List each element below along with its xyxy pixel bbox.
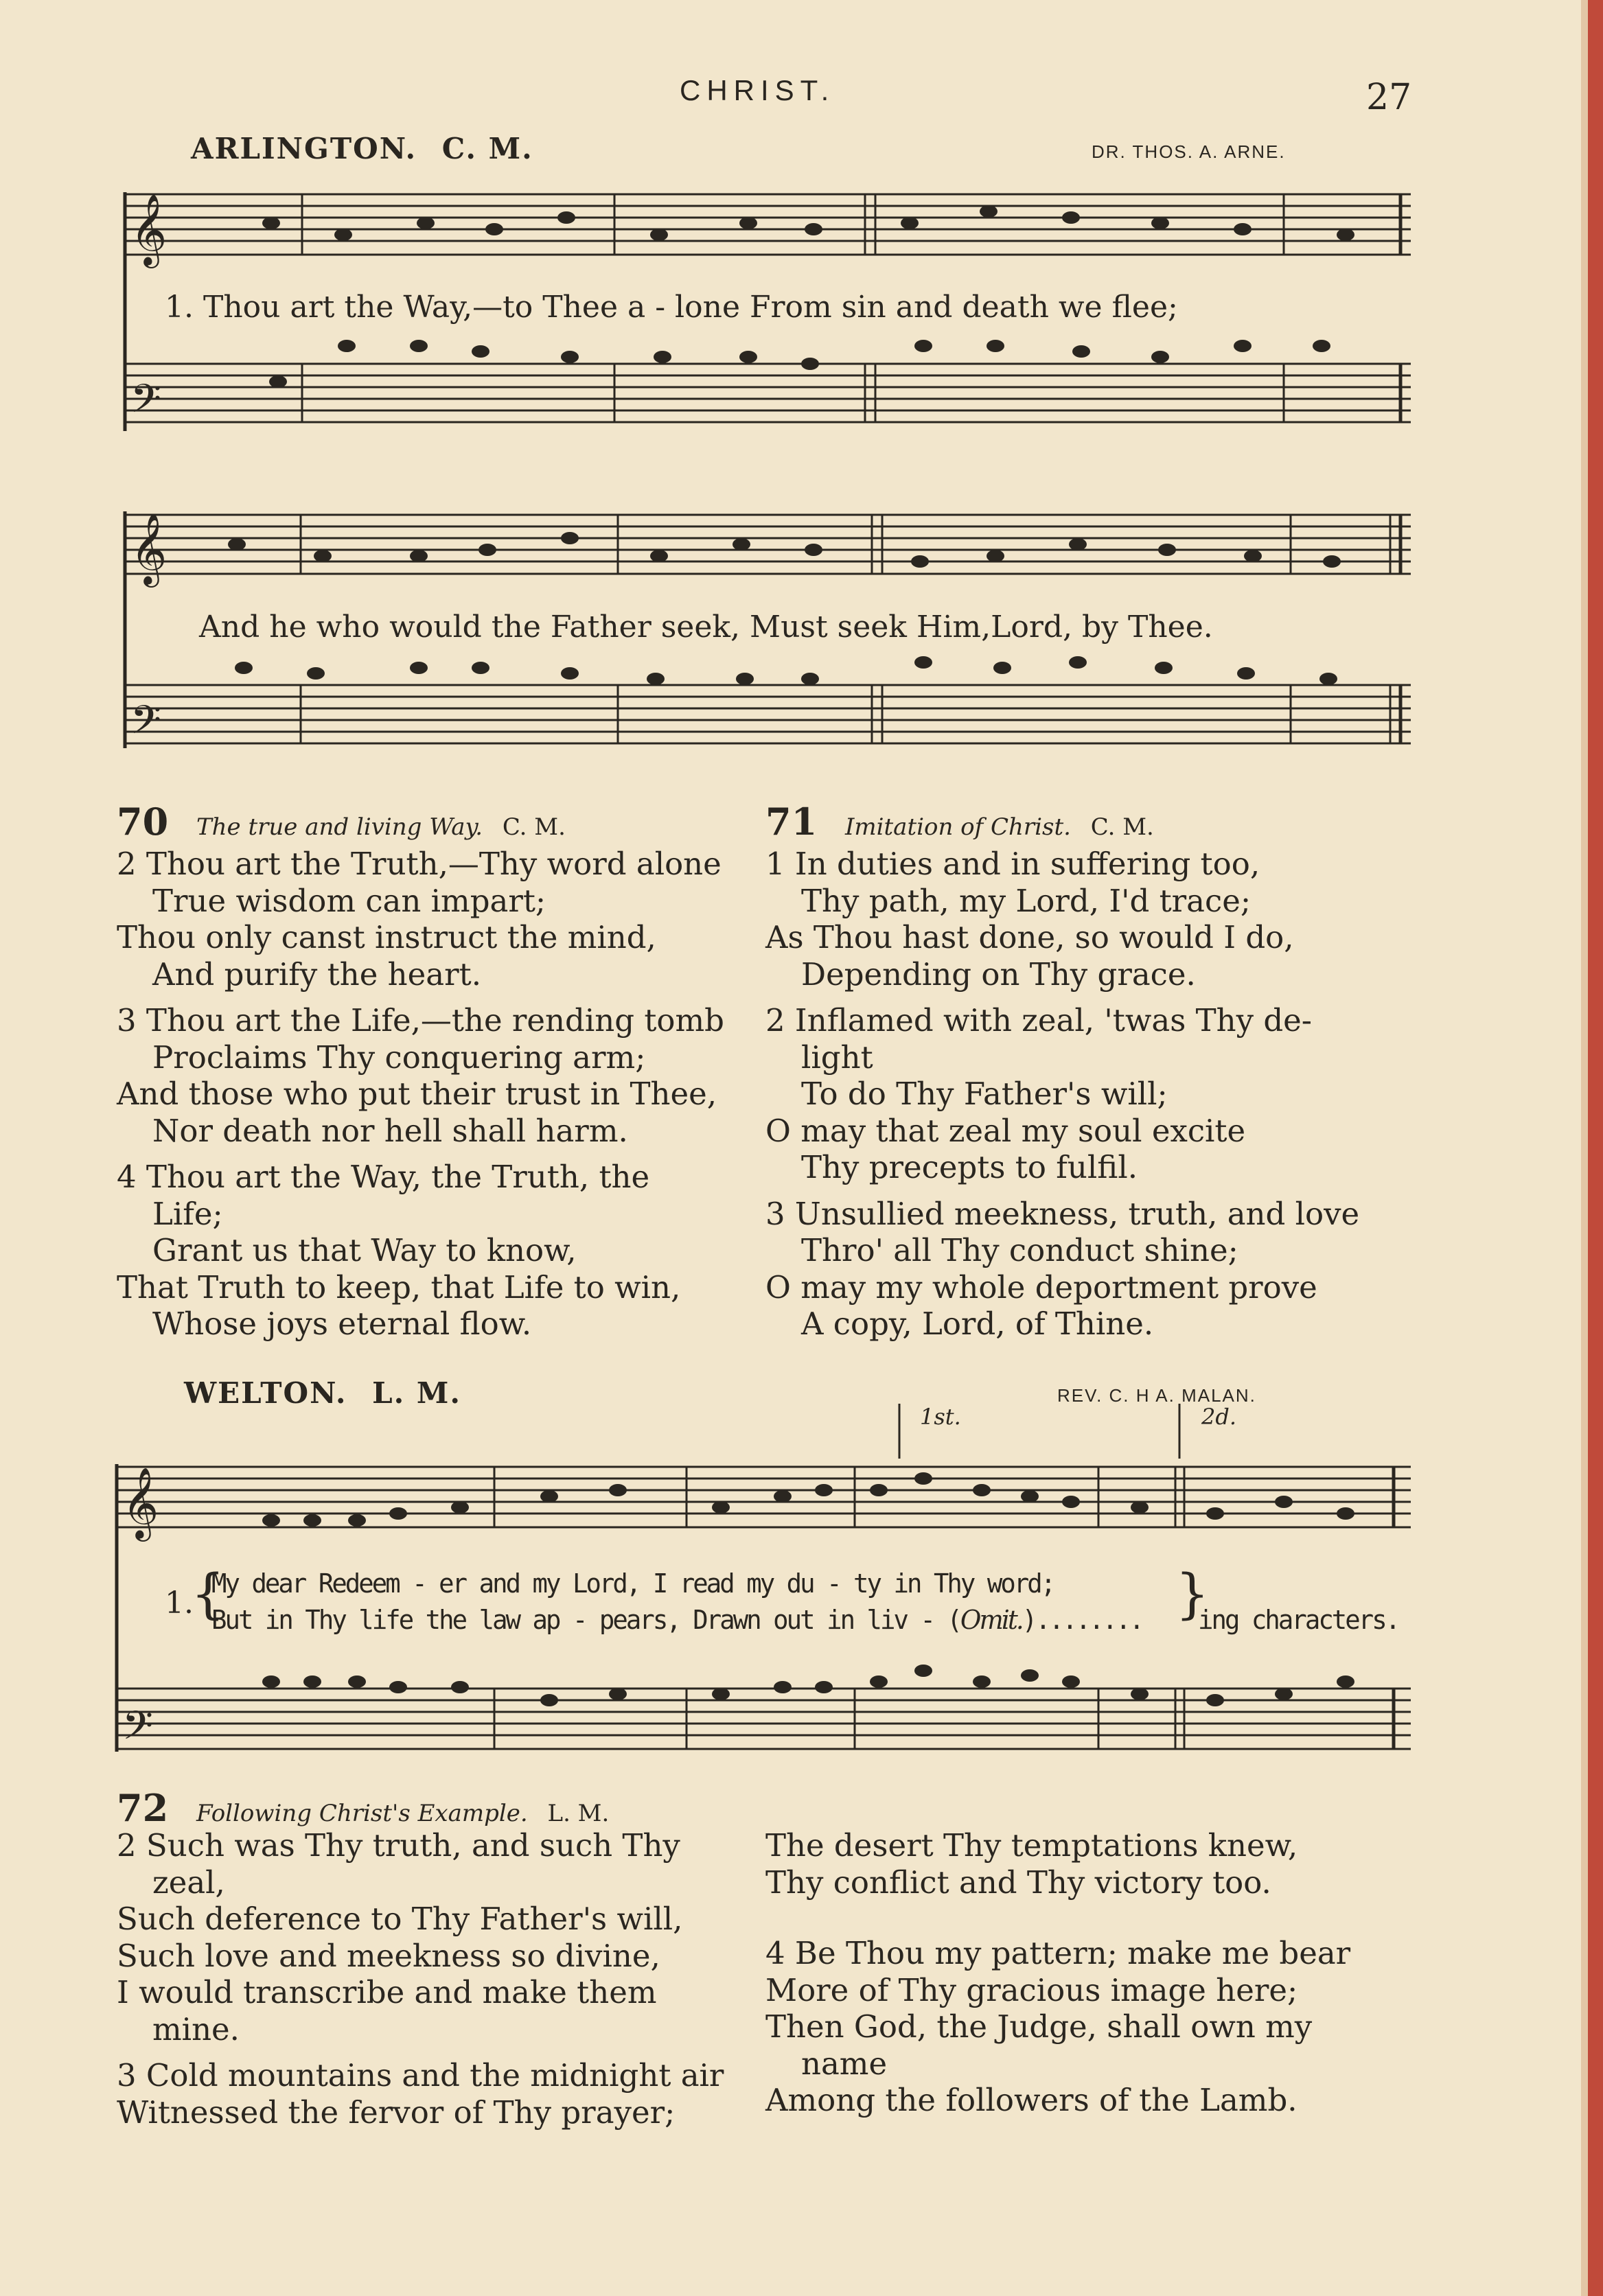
verse-line: 4 Thou art the Way, the Truth, the [117, 1159, 650, 1195]
page-number: 27 [1366, 77, 1412, 118]
verse-line: 3 Unsullied meekness, truth, and love [765, 1195, 1360, 1232]
hymn-70-title: The true and living Way. [196, 813, 483, 841]
verse-line: The desert Thy temptations knew, [765, 1827, 1298, 1864]
treble-clef-icon: 𝄞 [122, 1467, 159, 1539]
verse-line: light [801, 1039, 873, 1076]
verse-line: Such deference to Thy Father's will, [117, 1901, 683, 1937]
hymn-72-verses-right [765, 1827, 1350, 2119]
running-title: CHRIST. [680, 74, 835, 106]
verse-line: Nor death nor hell shall harm. [152, 1112, 628, 1149]
verse-line: As Thou hast done, so would I do, [765, 919, 1294, 955]
verse-line: To do Thy Father's will; [801, 1076, 1168, 1112]
hymn-71-heading [765, 800, 1154, 844]
arlington-composer: DR. THOS. A. ARNE. [1092, 141, 1286, 162]
verse-line: That Truth to keep, that Life to win, [117, 1268, 681, 1306]
verse-line: 2 Such was Thy truth, and such Thy [117, 1827, 680, 1864]
bass-clef-icon: 𝄢 [130, 375, 162, 432]
verse-line: 3 Cold mountains and the midnight air [117, 2057, 724, 2094]
verse-line: Witnessed the fervor of Thy prayer; [117, 2094, 676, 2131]
bass-clef-icon: 𝄢 [122, 1702, 154, 1759]
welton-tune-name: WELTON. [184, 1376, 347, 1410]
verse-line: Grant us that Way to know, [152, 1232, 577, 1268]
welton-lyric-line-2-ending: ing characters. [1198, 1605, 1399, 1635]
arlington-lyric-line-1: 1. Thou art the Way,—to Thee a - lone From sin and death we flee; [165, 290, 1178, 325]
welton-lyric-line-1: My dear Redeem - er and my Lord, I read my du - ty in Thy word; [211, 1568, 1054, 1599]
verse-line: O may that zeal my soul excite [765, 1112, 1246, 1149]
verse-line: A copy, Lord, of Thine. [801, 1306, 1154, 1342]
verse-line: Thy path, my Lord, I'd trace; [801, 882, 1252, 919]
verse-line: 3 Thou art the Life,—the rending tomb [117, 1002, 724, 1039]
verse-line: And purify the heart. [152, 955, 482, 993]
hymn-72-heading [117, 1786, 609, 1830]
welton-lyric-line-2-text: But in Thy life the law ap - pears, Drawn out in liv - ( [211, 1605, 960, 1635]
second-ending-label: 2d. [1201, 1404, 1237, 1430]
verse-line: 1 In duties and in suffering too, [765, 846, 1260, 882]
welton-verse-number: 1. [165, 1586, 194, 1621]
verse-line: Among the followers of the Lamb. [765, 2082, 1298, 2118]
welton-lyric-line-2 [211, 1605, 1142, 1635]
hymn-71-meter: C. M. [1090, 813, 1154, 841]
verse-line: 2 Inflamed with zeal, 'twas Thy de- [765, 1002, 1312, 1039]
welton-meter: L. M. [372, 1376, 461, 1410]
welton-lyric-line-2-dots: )........ [1022, 1605, 1143, 1635]
arlington-meter: C. M. [441, 132, 533, 165]
bass-clef-icon: 𝄢 [130, 697, 162, 753]
verse-line: zeal, [152, 1864, 225, 1901]
omit-marker: Omit. [960, 1605, 1022, 1635]
verse-line: Then God, the Judge, shall own my [765, 2008, 1313, 2045]
verse-line: O may my whole deportment prove [765, 1268, 1317, 1306]
arlington-lyric-line-2: And he who would the Father seek, Must seek Him,Lord, by Thee. [199, 610, 1213, 645]
verse-line: Thou only canst instruct the mind, [117, 919, 656, 955]
verse-line: Such love and meekness so divine, [117, 1937, 660, 1974]
hymn-71-title: Imitation of Christ. [844, 813, 1071, 841]
treble-clef-icon: 𝄞 [130, 513, 168, 585]
verse-line: Whose joys eternal flow. [152, 1306, 532, 1342]
hymn-72-verses-left [117, 1827, 724, 2131]
verse-line: name [801, 2045, 888, 2082]
first-ending-label: 1st. [920, 1404, 961, 1430]
hymn-71-verses [765, 846, 1359, 1343]
hymn-72-meter: L. M. [547, 1800, 610, 1827]
hymn-70-verses [117, 846, 724, 1343]
welton-composer: REV. C. H A. MALAN. [1057, 1385, 1256, 1406]
verse-line: Depending on Thy grace. [801, 955, 1196, 993]
verse-line: More of Thy gracious image here; [765, 1971, 1298, 2008]
hymn-72-title: Following Christ's Example. [196, 1800, 528, 1827]
hymn-70-heading [117, 800, 566, 844]
welton-brace-left: { [191, 1564, 225, 1625]
hymn-72-number: 72 [117, 1786, 169, 1830]
verse-line: Proclaims Thy conquering arm; [152, 1039, 646, 1076]
verse-line: 2 Thou art the Truth,—Thy word alone [117, 846, 722, 882]
verse-line: Life; [152, 1195, 223, 1232]
welton-brace-right: } [1175, 1564, 1210, 1625]
verse-line: Thy precepts to fulfil. [801, 1149, 1138, 1185]
treble-clef-icon: 𝄞 [130, 194, 168, 266]
arlington-tune-name: ARLINGTON. [191, 132, 417, 165]
hymn-70-meter: C. M. [502, 813, 566, 841]
verse-line: True wisdom can impart; [152, 882, 546, 919]
verse-line: Thro' all Thy conduct shine; [801, 1232, 1238, 1268]
verse-line: 4 Be Thou my pattern; make me bear [765, 1935, 1351, 1971]
welton-tune-heading [184, 1376, 461, 1410]
verse-line: I would transcribe and make them [117, 1974, 657, 2010]
hymn-71-number: 71 [765, 800, 818, 844]
verse-line: mine. [152, 2010, 240, 2048]
verse-line: Thy conflict and Thy victory too. [765, 1864, 1271, 1901]
hymn-70-number: 70 [117, 800, 169, 844]
verse-line: And those who put their trust in Thee, [117, 1076, 717, 1112]
